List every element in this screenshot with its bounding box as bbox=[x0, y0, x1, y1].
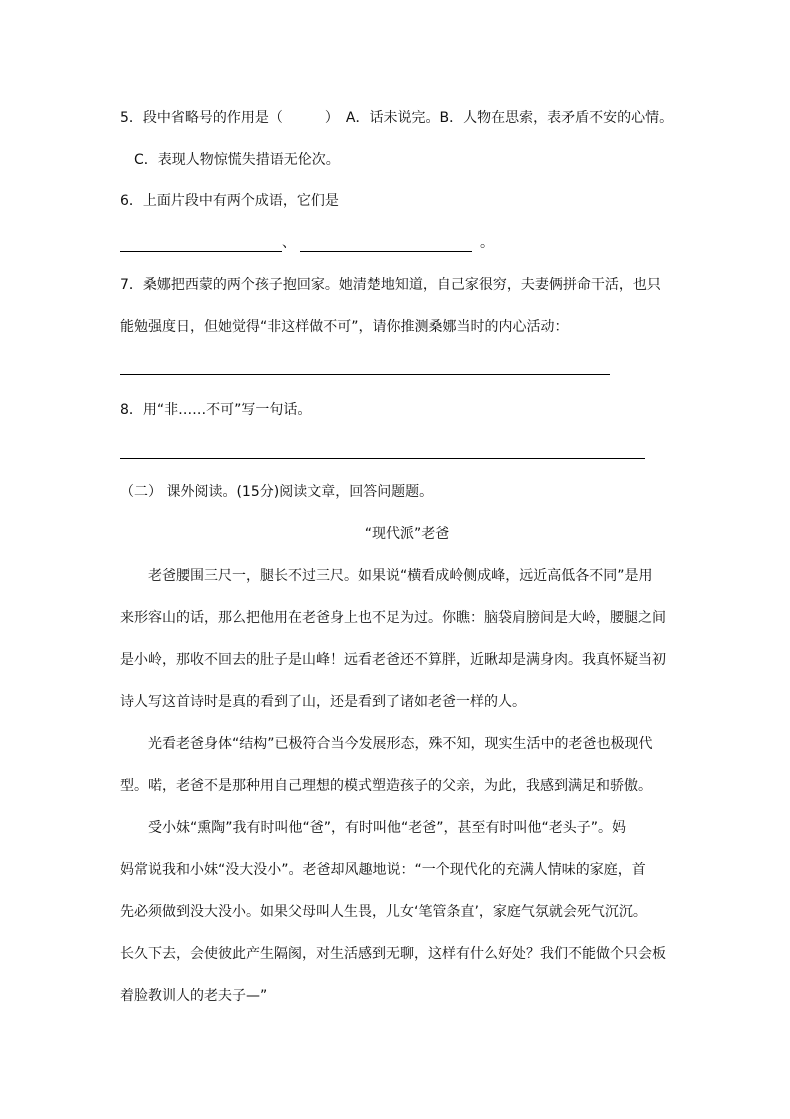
article-line: 妈常说我和小妹“没大没小”。老爸却风趣地说：“一个现代化的充满人情味的家庭，首 bbox=[120, 862, 646, 878]
question-6-answer-row bbox=[120, 234, 494, 252]
question-5-line-2: C．表现人物惊慌失措语无伦次。 bbox=[120, 152, 340, 168]
separator: 、 bbox=[282, 235, 296, 251]
question-7-line-2: 能勉强度日，但她觉得“非这样做不可”，请你推测桑娜当时的内心活动： bbox=[120, 319, 569, 335]
question-5-line-1: 5．段中省略号的作用是（ ） A．话未说完。B．人物在思索，表矛盾不安的心情。 bbox=[120, 110, 674, 126]
article-line: 先必须做到没大没小。如果父母叫人生畏，儿女‘笔管条直’，家庭气氛就会死气沉沉。 bbox=[120, 904, 647, 920]
article-line: 长久下去，会使彼此产生隔阂，对生活感到无聊，这样有什么好处？我们不能做个只会板 bbox=[120, 946, 666, 962]
question-8-line-1: 8．用“非……不可”写一句话。 bbox=[120, 402, 312, 418]
question-6-line-1: 6．上面片段中有两个成语，它们是 bbox=[120, 193, 339, 209]
article-line: 着脸教训人的老夫子—” bbox=[120, 988, 268, 1004]
answer-blank-2[interactable] bbox=[300, 237, 472, 252]
section-heading: （二） 课外阅读。(15分)阅读文章，回答问题题。 bbox=[120, 484, 434, 500]
article-line: 受小妹“熏陶”我有时叫他“爸”，有时叫他“老爸”，甚至有时叫他“老头子”。妈 bbox=[120, 820, 627, 836]
article-line: 光看老爸身体“结构”已极符合当今发展形态，殊不知，现实生活中的老爸也极现代 bbox=[120, 736, 653, 752]
article-line: 老爸腰围三尺一，腿长不过三尺。如果说“横看成岭侧成峰，远近高低各不同”是用 bbox=[120, 568, 653, 584]
question-7-answer-line[interactable] bbox=[120, 374, 610, 375]
article-title: “现代派”老爸 bbox=[364, 526, 450, 542]
article-line: 型。喏，老爸不是那种用自己理想的模式塑造孩子的父亲，为此，我感到满足和骄傲。 bbox=[120, 778, 652, 794]
question-7-line-1: 7．桑娜把西蒙的两个孩子抱回家。她清楚地知道，自己家很穷，夫妻俩拼命干活，也只 bbox=[120, 277, 661, 293]
article-line: 是小岭，那收不回去的肚子是山峰！远看老爸还不算胖，近瞅却是满身肉。我真怀疑当初 bbox=[120, 652, 666, 668]
question-8-answer-line[interactable] bbox=[120, 458, 645, 459]
period: 。 bbox=[480, 235, 494, 251]
answer-blank-1[interactable] bbox=[120, 237, 282, 252]
article-line: 来形容山的话，那么把他用在老爸身上也不足为过。你瞧：脑袋肩膀间是大岭，腰腿之间 bbox=[120, 610, 666, 626]
article-line: 诗人写这首诗时是真的看到了山，还是看到了诸如老爸一样的人。 bbox=[120, 694, 526, 710]
